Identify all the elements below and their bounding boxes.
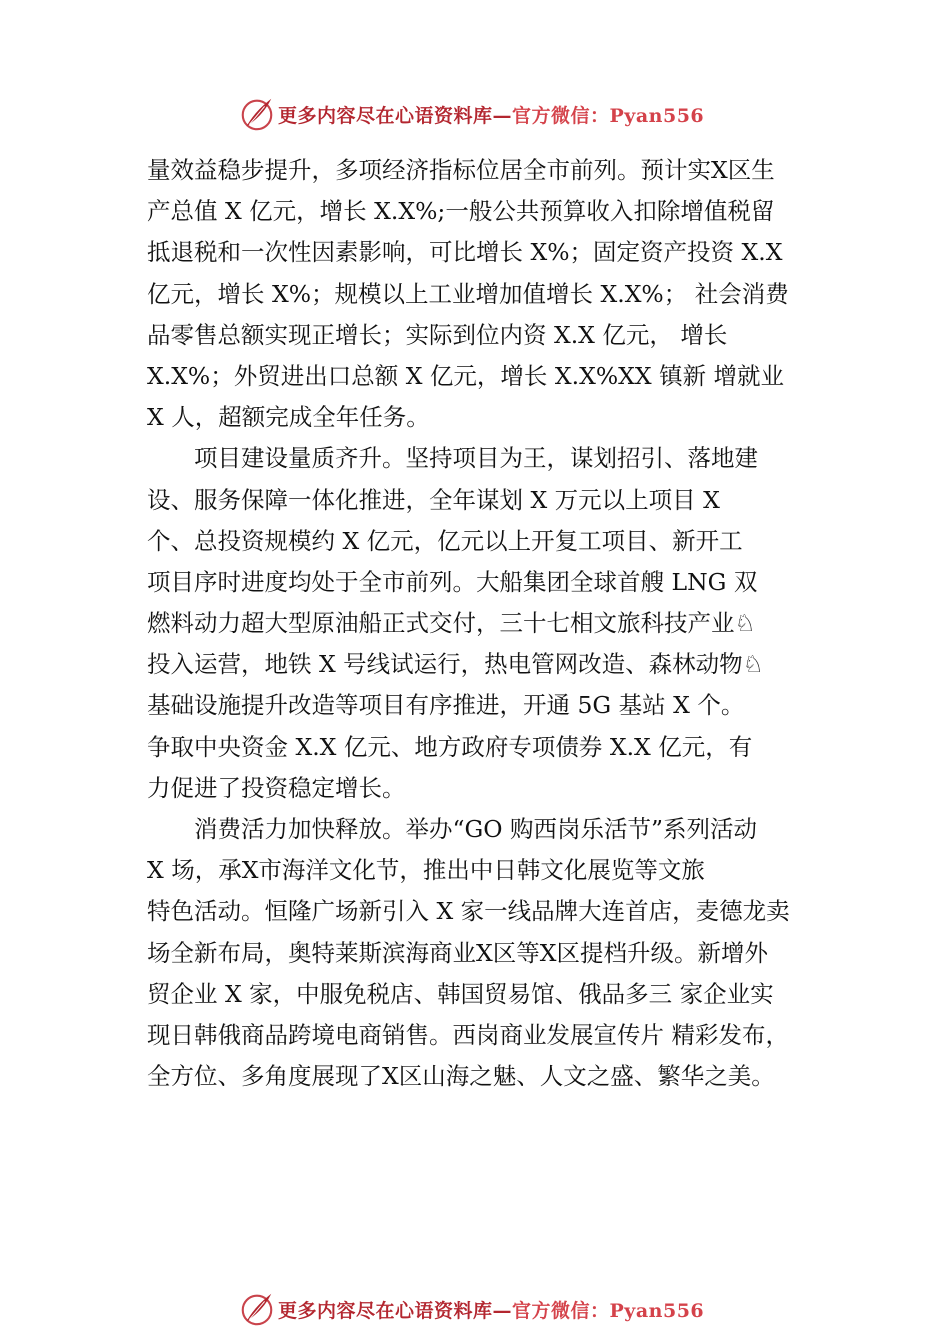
text-line: 个、总投资规模约 X 亿元，亿元以上开复工项目、新开工 <box>147 526 743 555</box>
quill-logo-icon <box>238 1290 276 1328</box>
header-banner-content <box>238 94 704 134</box>
text-line: 争取中央资金 X.X 亿元、地方政府专项债券 X.X 亿元，有 <box>147 732 753 761</box>
paragraph-heading-project: 项目建设量质齐升。坚持项目为王，谋划招引、落地建 <box>194 444 758 473</box>
text-line: 现日韩俄商品跨境电商销售。西岗商业发展宣传片 精彩发布， <box>147 1020 789 1049</box>
header-banner-wechat: 官方微信：Pyan556 <box>512 104 705 127</box>
text-line: 量效益稳步提升，多项经济指标位居全市前列。预计实Ⅹ区生 <box>147 156 775 184</box>
header-banner-dash: — <box>492 104 513 127</box>
text-line: 设、服务保障一体化推进，全年谋划 X 万元以上项目 X <box>147 485 720 514</box>
text-line: 抵退税和一次性因素影响，可比增长 X%；固定资产投资 X.X <box>147 238 783 267</box>
text-line: 亿元，增长 X%；规模以上工业增加值增长 X.X%； 社会消费 <box>147 279 789 308</box>
footer-banner <box>0 1289 950 1329</box>
text-line: 项目序时进度均处于全市前列。大船集团全球首艘 LNG 双 <box>147 567 758 596</box>
text-line: 基础设施提升改造等项目有序推进，开通 5G 基站 X 个。 <box>147 691 745 720</box>
text-line: X 人，超额完成全年任务。 <box>147 403 430 432</box>
footer-banner-title: 更多内容尽在心语资料库 <box>278 1299 493 1322</box>
footer-banner-text <box>278 1296 704 1323</box>
text-line: 品零售总额实现正增长；实际到位内资 X.X 亿元， 增长 <box>147 320 728 349</box>
footer-banner-dash: — <box>492 1299 513 1322</box>
text-line: X 场，承Ⅹ市海洋文化节，推出中日韩文化展览等文旅 <box>147 856 705 885</box>
footer-banner-wechat: 官方微信：Pyan556 <box>512 1299 705 1322</box>
text-line: 场全新布局，奥特莱斯滨海商业Ⅹ区等Ⅹ区提档升级。新增外 <box>147 938 768 967</box>
text-line: 全方位、多角度展现了Ⅹ区山海之魅、人文之盛、繁华之美。 <box>147 1062 775 1091</box>
paragraph-heading-consumption: 消费活力加快释放。举办“GO 购西岗乐活节”系列活动 <box>194 815 758 843</box>
text-line: X.X%；外贸进出口总额 X 亿元，增长 X.X%XX 镇新 增就业 <box>147 361 785 390</box>
footer-banner-content <box>238 1289 704 1329</box>
text-line: 燃料动力超大型原油船正式交付，三十七相文旅科技产业♘ <box>147 609 756 638</box>
header-banner-title: 更多内容尽在心语资料库 <box>278 104 493 127</box>
body-text <box>147 150 837 1097</box>
text-line: 贸企业 X 家，中服免税店、韩国贸易馆、俄品多三 家企业实 <box>147 979 774 1008</box>
header-banner-text <box>278 101 704 128</box>
quill-logo-icon <box>238 95 276 133</box>
text-line: 力促进了投资稳定增长。 <box>147 773 406 802</box>
text-line: 投入运营，地铁 X 号线试运行，热电管网改造、森林动物♘ <box>147 650 764 679</box>
text-line: 特色活动。恒隆广场新引入 X 家一线品牌大连首店，麦德龙卖 <box>147 897 790 926</box>
header-banner <box>0 94 950 134</box>
text-line: 产总值 X 亿元，增长 X.X%;一般公共预算收入扣除增值税留 <box>147 197 775 226</box>
